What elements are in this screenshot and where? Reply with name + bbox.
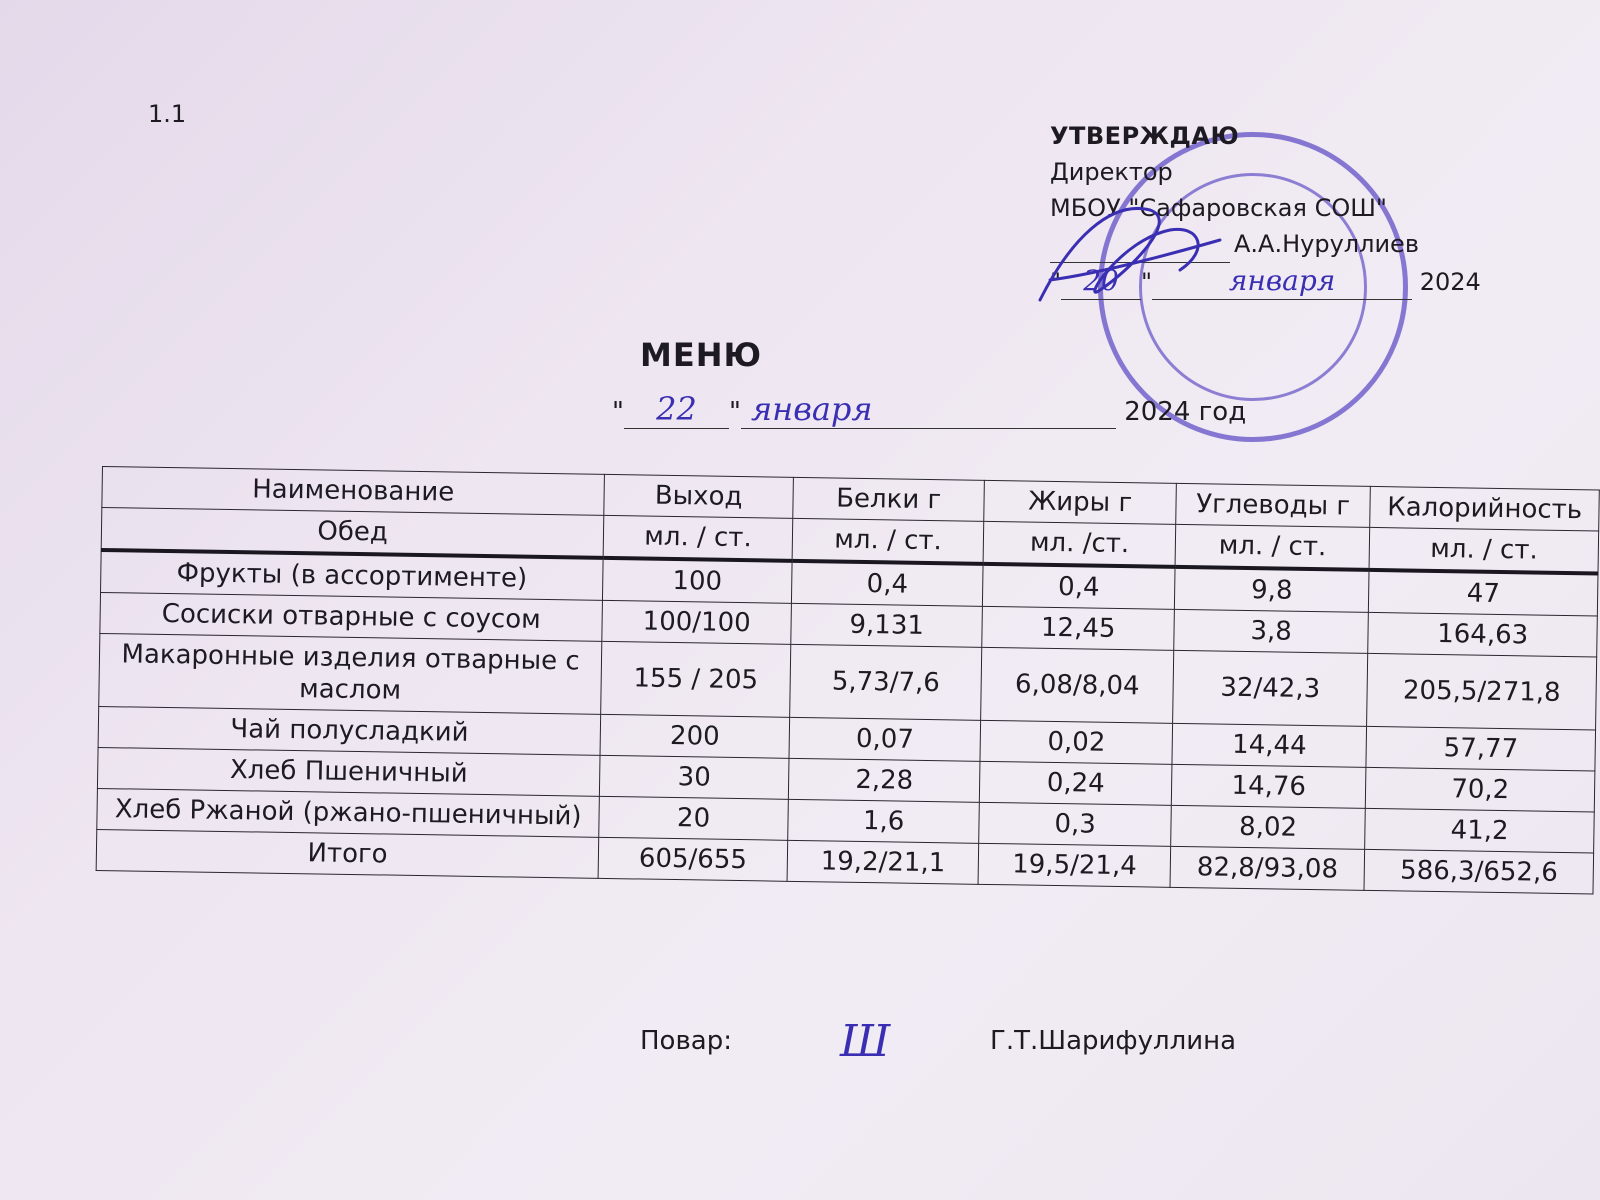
- menu-title: МЕНЮ: [640, 336, 763, 374]
- subheader-cell: Обед: [101, 508, 604, 558]
- approval-date-year: 2024: [1419, 268, 1481, 296]
- table-cell: 19,5/21,4: [978, 843, 1170, 887]
- menu-date-month: января: [741, 390, 1116, 429]
- table-cell: 200: [600, 714, 789, 758]
- table-cell: 32/42,3: [1173, 650, 1369, 726]
- header-cell: Наименование: [102, 467, 605, 516]
- table-cell: 100: [603, 558, 792, 603]
- table-cell: 2,28: [788, 758, 980, 802]
- table-cell: 30: [600, 755, 789, 799]
- menu-date-close-quote: ": [728, 397, 741, 427]
- table-cell: 205,5/271,8: [1367, 653, 1597, 730]
- table-cell: 8,02: [1171, 805, 1366, 849]
- table-cell: 1,6: [788, 799, 980, 843]
- dish-name: Сосиски отварные с соусом: [100, 592, 603, 641]
- subheader-cell: мл. / ст.: [1369, 527, 1598, 573]
- header-cell: Жиры г: [984, 480, 1176, 524]
- table-cell: 605/655: [598, 837, 787, 881]
- dish-name: Макаронные изделия отварные с маслом: [99, 633, 602, 714]
- approval-organization: МБОУ "Сафаровская СОШ": [1050, 194, 1387, 222]
- header-cell: Выход: [604, 474, 793, 518]
- table-cell: 3,8: [1174, 609, 1369, 653]
- table-cell: 6,08/8,04: [981, 647, 1174, 723]
- approval-date-open-quote: ": [1050, 268, 1062, 296]
- table-cell: 586,3/652,6: [1364, 849, 1593, 894]
- director-signature: [1030, 180, 1230, 340]
- cook-label: Повар:: [640, 1026, 732, 1056]
- total-label: Итого: [96, 829, 599, 878]
- approval-date-day: 20: [1061, 263, 1141, 300]
- subheader-cell: мл. /ст.: [983, 521, 1175, 567]
- table-cell: 0,24: [980, 761, 1172, 805]
- table-cell: 155 / 205: [601, 641, 791, 717]
- approval-date-close-quote: ": [1141, 268, 1153, 296]
- table-cell: 12,45: [982, 606, 1174, 650]
- director-name: А.А.Нуруллиев: [1234, 230, 1419, 258]
- page-number: 1.1: [148, 100, 187, 128]
- menu-date-year: 2024 год: [1124, 397, 1247, 427]
- header-cell: Белки г: [793, 477, 985, 521]
- table-cell: 41,2: [1365, 808, 1594, 853]
- menu-table: [96, 466, 1600, 894]
- table-cell: 19,2/21,1: [787, 840, 979, 884]
- cook-signature: Ш: [840, 1016, 891, 1067]
- table-cell: 0,4: [983, 564, 1175, 610]
- table-cell: 5,73/7,6: [789, 644, 982, 720]
- table-cell: 20: [599, 796, 788, 840]
- table-cell: 9,131: [791, 603, 983, 647]
- table-cell: 164,63: [1368, 612, 1597, 657]
- header-cell: Калорийность: [1370, 486, 1599, 531]
- table-cell: 47: [1369, 570, 1598, 616]
- table-cell: 14,44: [1172, 723, 1367, 767]
- approval-date-month: января: [1152, 263, 1412, 300]
- table-cell: 0,02: [980, 720, 1172, 764]
- subheader-cell: мл. / ст.: [1175, 524, 1370, 570]
- table-cell: 100/100: [602, 600, 791, 644]
- header-cell: Углеводы г: [1176, 483, 1371, 527]
- table-cell: 0,07: [789, 717, 981, 761]
- menu-date: [612, 390, 1246, 429]
- table-cell: 0,3: [979, 802, 1171, 846]
- dish-name: Фрукты (в ассортименте): [101, 550, 604, 600]
- approval-position: Директор: [1050, 158, 1173, 186]
- table-cell: 9,8: [1174, 567, 1369, 613]
- table-cell: 57,77: [1366, 726, 1595, 771]
- table-cell: 82,8/93,08: [1170, 846, 1365, 890]
- approval-heading: УТВЕРЖДАЮ: [1050, 122, 1240, 150]
- subheader-cell: мл. / ст.: [792, 518, 984, 564]
- menu-date-open-quote: ": [612, 397, 624, 427]
- cook-line: [640, 1016, 1236, 1067]
- table-cell: 70,2: [1366, 767, 1595, 812]
- cook-name: Г.Т.Шарифуллина: [990, 1026, 1237, 1056]
- dish-name: Чай полусладкий: [98, 706, 601, 755]
- menu-date-day: 22: [624, 390, 729, 429]
- table-cell: 14,76: [1171, 764, 1366, 808]
- subheader-cell: мл. / ст.: [603, 515, 792, 560]
- dish-name: Хлеб Ржаной (ржано-пшеничный): [97, 788, 600, 837]
- table-cell: 0,4: [791, 561, 983, 607]
- dish-name: Хлеб Пшеничный: [97, 747, 600, 796]
